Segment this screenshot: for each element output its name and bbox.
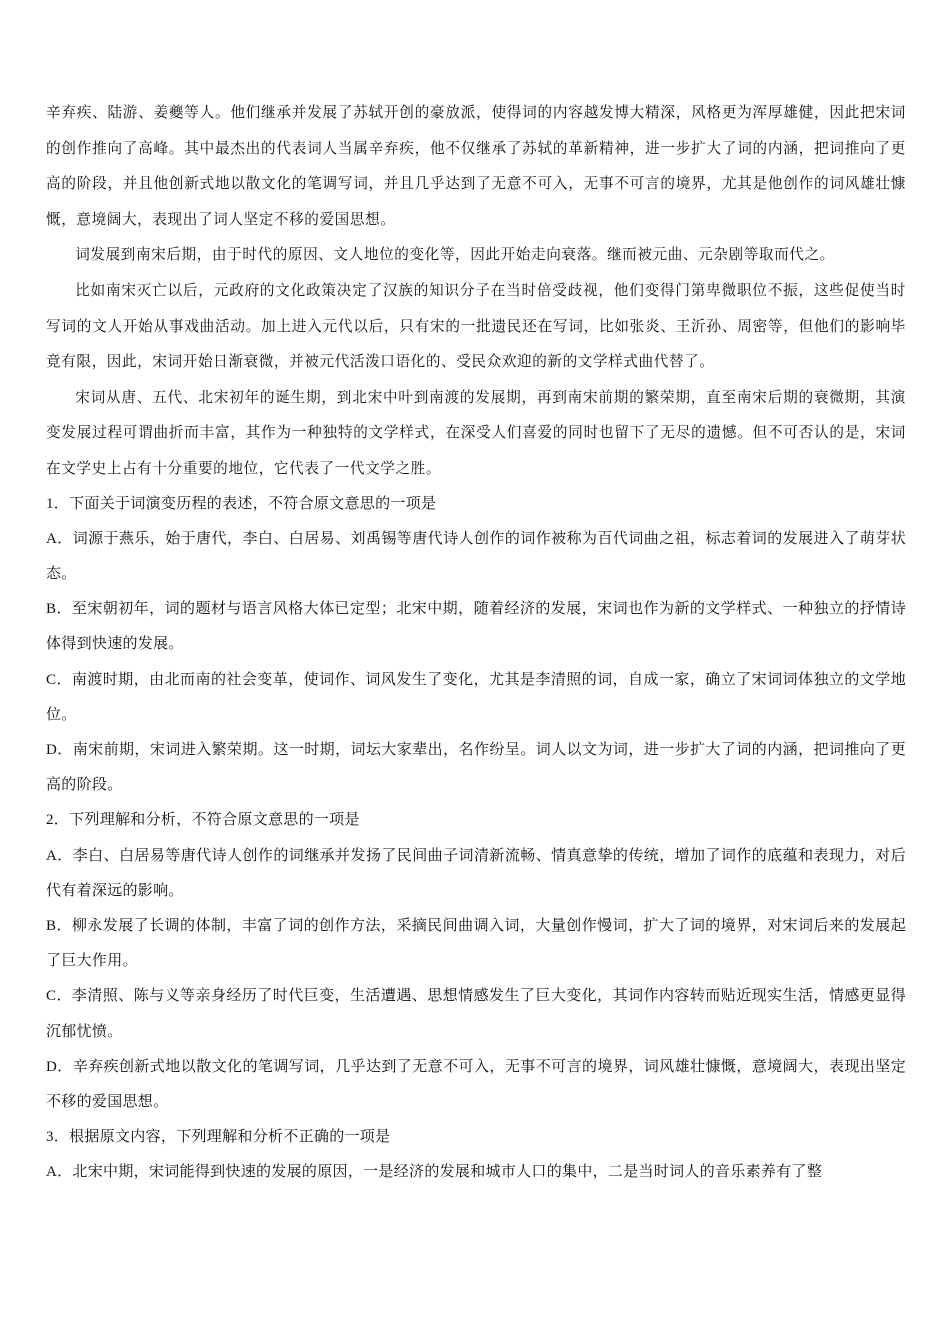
question-list: [46, 487, 906, 1191]
question-2-option-d: D．辛弃疾创新式地以散文化的笔调写词，几乎达到了无意不可入，无事不可言的境界，词风雄壮慷慨，意境阔大，表现出坚定不移的爱国思想。: [46, 1058, 906, 1110]
document-page: [46, 95, 906, 1191]
question-1-option-a: A．词源于燕乐，始于唐代，李白、白居易、刘禹锡等唐代诗人创作的词作被称为百代词曲之祖，标志着词的发展进入了萌芽状态。: [46, 530, 906, 582]
question-1: [46, 487, 906, 804]
passage-paragraph-2: 词发展到南宋后期，由于时代的原因、文人地位的变化等，因此开始走向衰落。继而被元曲、元杂剧等取而代之。: [75, 246, 835, 264]
question-3: [46, 1120, 906, 1190]
question-1-option-b: B．至宋朝初年，词的题材与语言风格大体已定型；北宋中期，随着经济的发展，宋词也作为新的文学样式、一种独立的抒情诗体得到快速的发展。: [46, 601, 906, 653]
question-2-option-c: C．李清照、陈与义等亲身经历了时代巨变，生活遭遇、思想情感发生了巨大变化，其词作内容转而贴近现实生活，情感更显得沉郁忧愤。: [46, 988, 906, 1040]
reading-passage: [46, 95, 906, 487]
passage-paragraph-1: 辛弃疾、陆游、姜夔等人。他们继承并发展了苏轼开创的豪放派，使得词的内容越发博大精深，风格更为浑厚雄健，因此把宋词的创作推向了高峰。其中最杰出的代表词人当属辛弃疾，他不仅继承了苏轼的革新精神，进一步扩大了词的内涵，把词推向了更高的阶段，并且他创新式地以散文化的笔调写词，并且几乎达到了无意不可入，无事不可言的境界，尤其是他创作的词风雄壮慷慨，意境阔大，表现出了词人坚定不移的爱国思想。: [46, 104, 906, 228]
question-2-option-b: B．柳永发展了长调的体制，丰富了词的创作方法，采摘民间曲调入词，大量创作慢词，扩大了词的境界，对宋词后来的发展起了巨大作用。: [46, 917, 906, 970]
question-2-stem: 2．下列理解和分析，不符合原文意思的一项是: [46, 812, 360, 829]
question-1-stem: 1．下面关于词演变历程的表述，不符合原文意思的一项是: [46, 495, 437, 512]
question-2: [46, 803, 906, 1120]
question-2-option-a: A．李白、白居易等唐代诗人创作的词继承并发扬了民间曲子词清新流畅、情真意挚的传统，增加了词作的底蕴和表现力，对后代有着深远的影响。: [46, 847, 906, 899]
question-3-option-a: A．北宋中期，宋词能得到快速的发展的原因，一是经济的发展和城市人口的集中，二是当时词人的音乐素养有了整: [46, 1164, 823, 1181]
question-3-stem: 3．根据原文内容，下列理解和分析不正确的一项是: [46, 1129, 391, 1146]
question-1-option-c: C．南渡时期，由北而南的社会变革，使词作、词风发生了变化，尤其是李清照的词，自成一家，确立了宋词词体独立的文学地位。: [46, 671, 906, 723]
passage-paragraph-3: 比如南宋灭亡以后，元政府的文化政策决定了汉族的知识分子在当时倍受歧视，他们变得门第卑微职位不振，这些促使当时写词的文人开始从事戏曲活动。加上进入元代以后，只有宋的一批遗民还在写词，比如张炎、王沂孙、周密等，但他们的影响毕竟有限，因此，宋词开始日渐衰微，并被元代活泼口语化的、受民众欢迎的新的文学样式曲代替了。: [46, 281, 906, 371]
question-1-option-d: D．南宋前期，宋词进入繁荣期。这一时期，词坛大家辈出，名作纷呈。词人以文为词，进一步扩大了词的内涵，把词推向了更高的阶段。: [46, 741, 906, 794]
passage-paragraph-4: 宋词从唐、五代、北宋初年的诞生期，到北宋中叶到南渡的发展期，再到南宋前期的繁荣期，直至南宋后期的衰微期，其演变发展过程可谓曲折而丰富，其作为一种独特的文学样式，在深受人们喜爱的同时也留下了无尽的遗憾。但不可否认的是，宋词在文学史上占有十分重要的地位，它代表了一代文学之胜。: [46, 388, 906, 477]
